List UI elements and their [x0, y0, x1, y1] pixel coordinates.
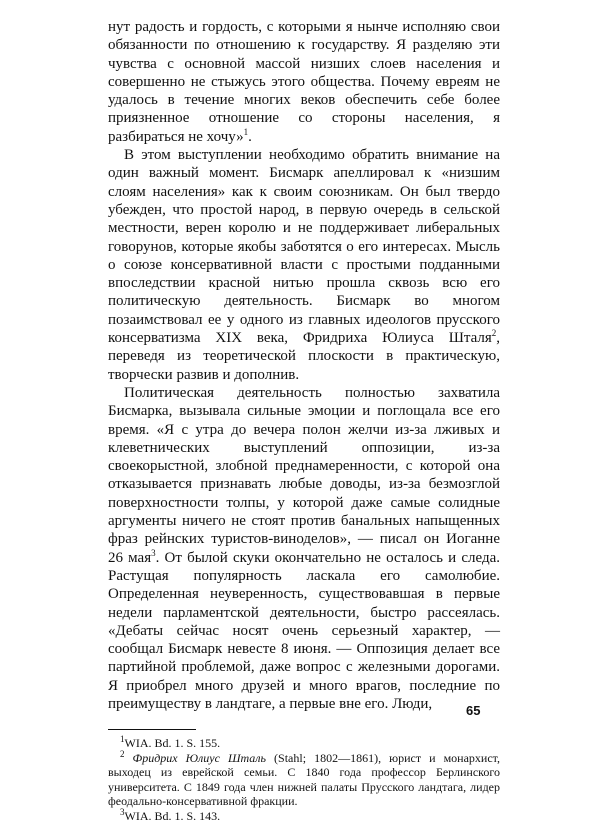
page-content [108, 18, 500, 823]
footnote-divider [108, 729, 196, 730]
paragraph-2-text-b: , переведя из теоретической плоскости в практическую, творчески развив и дополнив. [108, 330, 500, 383]
footnote-1 [108, 736, 500, 751]
paragraph-2 [108, 146, 500, 384]
footnote-1-number: 1 [120, 734, 125, 745]
footnote-ref-3: 3 [151, 547, 156, 558]
footnote-2-number: 2 [120, 748, 125, 759]
paragraph-3-text-a: Политическая деятельность полностью захватила Бисмарка, вызывала сильные эмоции и поглощала все его время. «Я с утра до вечера полон желчи из-за лживых и клеветнических выступлений оппозиции, из-за своекорыстной, злобной преднамеренности, с которой она отказывается признавать любые доводы, из-за безмозглой поверхностности толпы, у которой даже самые солидные аргументы ничего не стоят против банальных напыщенных фраз рейнских туристов-виноделов», — писал он Иоганне 26 мая [108, 384, 500, 566]
footnote-2 [108, 748, 501, 809]
paragraph-3-text-b: . От былой скуки окончательно не осталось и следа. Растущая популярность ласкала его самолюбие. Определенная неуверенность, существовавшая в первые недели парламентской деятельности, быстро рассеялась. «Дебаты сейчас носят очень серьезный характер, — сообщал Бисмарк невесте 8 июня. — Оппозиция делает все партийной проблемой, даже вопрос с железными дорогами. Я приобрел много друзей и много врагов, последние по преимуществу в ландтаге, а первые вне его. Люди, [108, 549, 500, 712]
footnote-3 [108, 806, 500, 823]
main-text [108, 18, 500, 713]
paragraph-3 [108, 384, 500, 713]
footnote-3-number: 3 [120, 806, 125, 817]
footnote-ref-1: 1 [243, 126, 249, 137]
footnote-ref-2: 2 [491, 328, 497, 339]
page-number: 65 [466, 703, 481, 718]
footnote-3-text: WIA. Bd. 1. S. 143. [124, 808, 221, 823]
footnote-2-name: Фридрих Юлиус Шталь [132, 750, 266, 765]
footnotes [108, 736, 500, 823]
footnote-2-text: (Stahl; 1802—1861), юрист и монархист, выходец из еврейской семьи. С 1840 года профессор Берлинского университета. С 1849 года член нижней палаты Прусского ландтага, лидер феодально-консервативной фракции. [108, 750, 501, 809]
footnote-1-text: WIA. Bd. 1. S. 155. [124, 736, 221, 751]
paragraph-1-text: нут радость и гордость, с которыми я нынче исполняю свои обязанности по отношению к государству. Я разделяю эти чувства с основной массой низших слоев населения и совершенно не стыжусь этого общества. Почему евреям не удалось в течение многих веков обеспечить себе более приязненное отношение со стороны населения, я разбираться не хочу» [108, 19, 500, 145]
paragraph-1: нут радость и гордость, с которыми я нынче исполняю свои обязанности по отношению к государству. Я разделяю эти чувства с основной массой низших слоев населения и совершенно не стыжусь этого общества. Почему евреям не удалось в течение многих веков обеспечить себе более приязненное отношение со стороны населения, я разбираться не хочу»$^1$. [108, 19, 500, 145]
paragraph-2-text-a: В этом выступлении необходимо обратить внимание на один важный момент. Бисмарк апеллировал к «низшим слоям населения» как к своим союзникам. Он был твердо убежден, что простой народ, в первую очередь в сельской местности, верен королю и не поддерживает либеральных говорунов, которые якобы заботятся о его интересах. Мысль о союзе консервативной власти с простыми подданными впоследствии красной нитью прошла сквозь всю его политическую деятельность. Бисмарк во многом позаимствовал ее у одного из главных идеологов прусского консерватизма XIX века, Фридриха Юлиуса Шталя [108, 147, 500, 347]
